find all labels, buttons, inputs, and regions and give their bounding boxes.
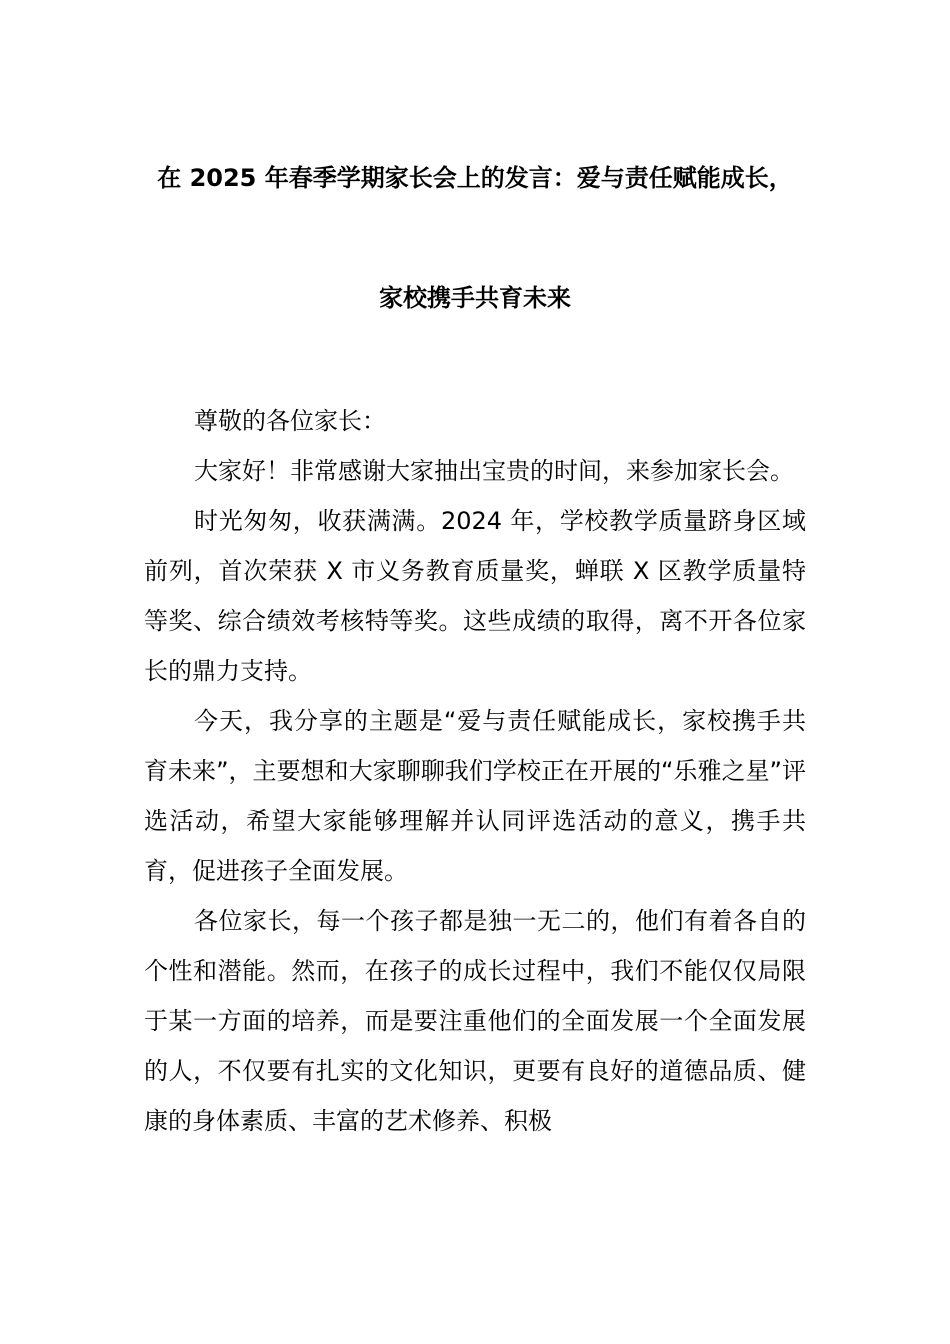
document-title-line-2: 家校携手共育未来 [379,284,571,312]
paragraph-development: 各位家长，每一个孩子都是独一无二的，他们有着各自的个性和潜能。然而，在孩子的成长过程中，我们不能仅仅局限于某一方面的培养，而是要注重他们的全面发展一个全面发展的人，不仅要有扎实的文化知识，更要有良好的道德品质、健康的身体素质、丰富的艺术修养、积极 [144,907,806,1135]
salutation: 尊敬的各位家长： [194,407,386,435]
document-title-line-1: 在 2025 年春季学期家长会上的发言：爱与责任赋能成长， [157,164,793,192]
paragraph-greeting: 大家好！非常感谢大家抽出宝贵的时间，来参加家长会。 [194,457,794,485]
document-body [144,396,806,1146]
paragraph-theme: 今天，我分享的主题是“爱与责任赋能成长，家校携手共育未来”，主要想和大家聊聊我们学校正在开展的“乐雅之星”评选活动，希望大家能够理解并认同评选活动的意义，携手共育，促进孩子全面发展。 [144,707,806,885]
paragraph-achievements: 时光匆匆，收获满满。2024 年，学校教学质量跻身区域前列，首次荣获 X 市义务教育质量奖，蝉联 X 区教学质量特等奖、综合绩效考核特等奖。这些成绩的取得，离不开各位家长的鼎力支持。 [144,507,806,685]
